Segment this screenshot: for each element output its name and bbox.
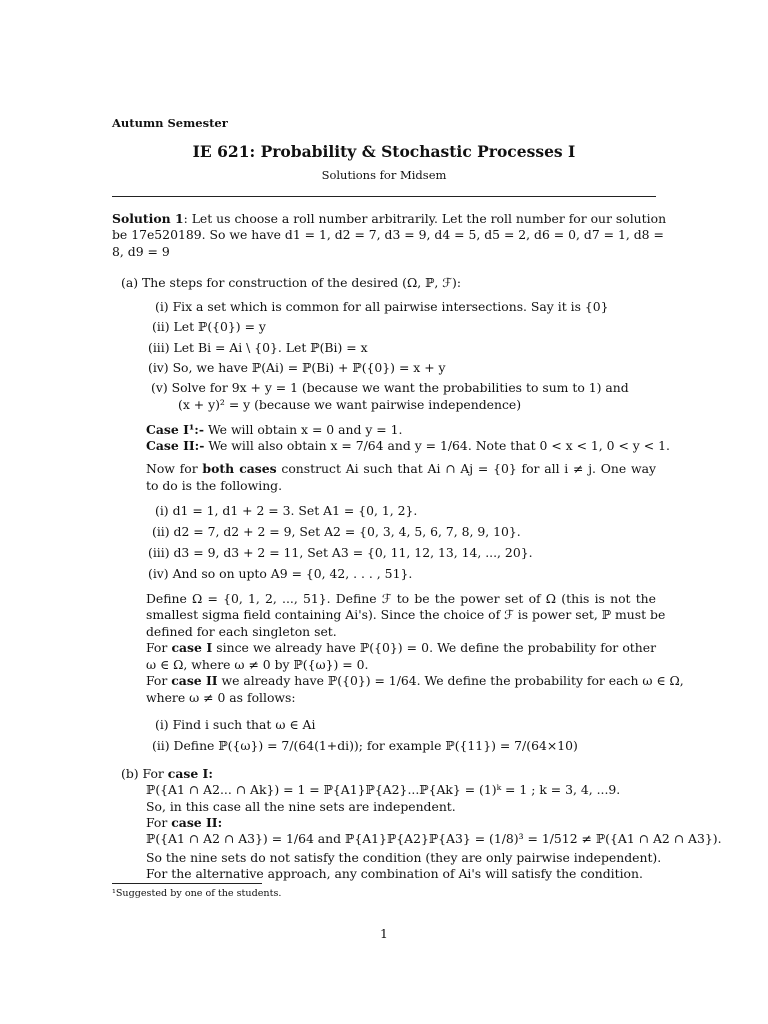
text-line (146, 850, 661, 865)
bold-text: case II (171, 673, 218, 688)
text-line (112, 227, 664, 242)
bold-text: Case II:- (146, 438, 205, 453)
text-run: (v) Solve for 9x + y = 1 (because we want the probabilities to sum to 1) and (151, 380, 629, 395)
page-number: 1 (380, 926, 388, 941)
text-run: 8, d9 = 9 (112, 244, 170, 259)
text-run: (i) d1 = 1, d1 + 2 = 3. Set A1 = {0, 1, 2}. (155, 503, 418, 518)
text-line (148, 566, 412, 581)
header-rule (112, 196, 656, 197)
text-run: since we already have ℙ({0}) = 0. We define the probability for other (212, 640, 657, 655)
text-run: (i) Fix a set which is common for all pairwise intersections. Say it is {0} (155, 299, 609, 314)
text-line (152, 319, 266, 334)
bold-text: Case I¹:- (146, 422, 205, 437)
text-run: Define Ω = {0, 1, 2, ..., 51}. Define ℱ to be the power set of Ω (this is not the (146, 591, 656, 606)
text-line (148, 340, 368, 355)
text-line (146, 815, 222, 830)
text-run: (iii) Let Bi = Ai \ {0}. Let ℙ(Bi) = x (148, 340, 368, 355)
text-line (152, 738, 578, 753)
text-run: For (146, 640, 172, 655)
text-line (146, 478, 282, 493)
text-run: So the nine sets do not satisfy the condition (they are only pairwise independent). (146, 850, 662, 865)
text-line (148, 360, 446, 375)
text-line (155, 503, 417, 518)
text-run: (a) The steps for construction of the desired (Ω, ℙ, ℱ): (121, 275, 462, 290)
text-line (146, 782, 620, 797)
text-run: be 17e520189. So we have d1 = 1, d2 = 7, d3 = 9, d4 = 5, d5 = 2, d6 = 0, d7 = 1, d8 = (112, 227, 664, 242)
footnote: ¹Suggested by one of the students. (112, 888, 282, 899)
bold-text: case I: (167, 766, 213, 781)
text-line (112, 211, 667, 226)
text-line (146, 607, 666, 622)
text-run: For the alternative approach, any combination of Ai's will satisfy the condition. (146, 866, 643, 881)
text-run: (x + y)² = y (because we want pairwise independence) (178, 397, 522, 412)
text-run: (i) Find i such that ω ∈ Ai (155, 717, 316, 732)
text-line (146, 461, 656, 476)
semester-label: Autumn Semester (112, 116, 228, 130)
text-run: (ii) d2 = 7, d2 + 2 = 9, Set A2 = {0, 3, 4, 5, 6, 7, 8, 9, 10}. (152, 524, 521, 539)
text-run: (b) For (121, 766, 168, 781)
text-run: We will also obtain x = 7/64 and y = 1/64. Note that 0 < x < 1, 0 < y < 1. (204, 438, 670, 453)
text-run: ℙ({A1 ∩ A2 ∩ A3}) = 1/64 and ℙ{A1}ℙ{A2}ℙ{A3} = (1/8)³ = 1/512 ≠ ℙ({A1 ∩ A2 ∩ A3}). (146, 831, 722, 846)
text-line (121, 275, 461, 290)
text-run: we already have ℙ({0}) = 1/64. We define the probability for each ω ∈ Ω, (217, 673, 684, 688)
text-line (146, 624, 337, 639)
text-line (146, 799, 456, 814)
text-line (146, 690, 296, 705)
text-run: (iv) And so on upto A9 = {0, 42, . . . , 51}. (148, 566, 413, 581)
text-line (146, 591, 656, 606)
bold-text: both cases (202, 461, 277, 476)
text-run: : Let us choose a roll number arbitrarily. Let the roll number for our solution (183, 211, 667, 226)
bold-text: case II: (171, 815, 223, 830)
document-subtitle: Solutions for Midsem (321, 168, 447, 182)
text-line (146, 831, 722, 846)
text-run: For (146, 815, 172, 830)
text-line (146, 866, 643, 881)
course-title: IE 621: Probability & Stochastic Processes I (192, 142, 576, 161)
text-line (146, 657, 368, 672)
text-line (152, 524, 521, 539)
bold-text: Solution 1 (112, 211, 184, 226)
text-run: (ii) Define ℙ({ω}) = 7/(64(1+di)); for example ℙ({11}) = 7/(64×10) (152, 738, 578, 753)
text-run: ω ∈ Ω, where ω ≠ 0 by ℙ({ω}) = 0. (146, 657, 369, 672)
text-run: For (146, 673, 172, 688)
text-line (146, 438, 670, 453)
text-run: to do is the following. (146, 478, 283, 493)
text-line (121, 766, 213, 781)
text-run: smallest sigma field containing Ai's). Since the choice of ℱ is power set, ℙ must be (146, 607, 666, 622)
text-line (146, 673, 684, 688)
text-run: So, in this case all the nine sets are independent. (146, 799, 456, 814)
text-run: ℙ({A1 ∩ A2... ∩ Ak}) = 1 = ℙ{A1}ℙ{A2}...ℙ{Ak} = (1)ᵏ = 1 ; k = 3, 4, ...9. (146, 782, 621, 797)
text-line (155, 299, 609, 314)
text-run: (ii) Let ℙ({0}) = y (152, 319, 266, 334)
text-line (146, 640, 656, 655)
text-run: where ω ≠ 0 as follows: (146, 690, 296, 705)
text-line (146, 422, 402, 437)
text-run: We will obtain x = 0 and y = 1. (204, 422, 403, 437)
footnote-rule (112, 883, 262, 884)
bold-text: case I (171, 640, 213, 655)
text-run: (iv) So, we have ℙ(Ai) = ℙ(Bi) + ℙ({0}) = x + y (148, 360, 446, 375)
text-line (178, 397, 521, 412)
text-line (112, 244, 170, 259)
text-run: (iii) d3 = 9, d3 + 2 = 11, Set A3 = {0, 11, 12, 13, 14, ..., 20}. (148, 545, 533, 560)
text-line (155, 717, 315, 732)
text-line (148, 545, 533, 560)
text-run: Now for (146, 461, 203, 476)
text-line (151, 380, 629, 395)
text-run: construct Ai such that Ai ∩ Aj = {0} for all i ≠ j. One way (276, 461, 656, 476)
text-run: defined for each singleton set. (146, 624, 337, 639)
